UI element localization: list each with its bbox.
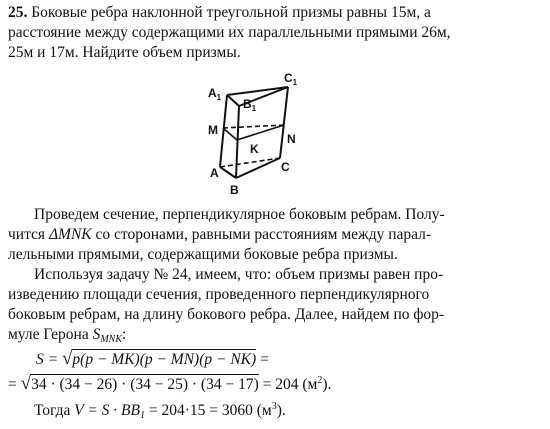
- label-a1: $A_1$: [208, 86, 222, 102]
- problem-text-3: 25м и 17м. Найдите объем призмы.: [8, 44, 241, 61]
- section-k-n: [237, 125, 284, 140]
- area-radicand: 34 · (34 − 26) · (34 − 25) · (34 − 17): [31, 376, 259, 393]
- section-m-k: [223, 128, 237, 140]
- prism-figure: [200, 70, 310, 198]
- problem-number: 25.: [8, 4, 28, 21]
- solution-p1-line-1: Проведем сечение, перпендикулярное боковым ребрам. Полу-: [34, 206, 445, 223]
- edge-b-b1: [236, 106, 239, 178]
- solution-p2-line-3: боковым ребрам, на длину бокового ребра. Далее, найдем по фор-: [8, 306, 445, 323]
- label-n: N: [287, 132, 296, 146]
- solution-p1-line-3: лельными прямыми, содержащими боковые ребра призмы.: [8, 246, 398, 263]
- formula-volume: Тогда $V = S \cdot BB_1 = 204\cdot 15 = 3060$ $(м^3)$.: [34, 401, 286, 421]
- sqrt-sign-2: √: [20, 373, 32, 394]
- sqrt-sign: √: [61, 348, 73, 369]
- solution-p2-line-1: Используя задачу № 24, имеем, что: объем призмы равен про-: [34, 266, 444, 283]
- edge-b-c: [236, 158, 280, 178]
- heron-radicand: p(p − MK)(p − MN)(p − NK): [72, 351, 257, 368]
- problem-text-2: расстояние между содержащими их параллельными прямыми 26м,: [8, 24, 451, 41]
- solution-p1-line-2: чится ΔMNK со сторонами, равными расстояниям между парал-: [8, 226, 432, 243]
- formula-heron: S = √p(p − MK)(p − MN)(p − NK) =: [36, 348, 269, 369]
- edge-a-b: [220, 167, 236, 178]
- edge-a1-b1: [227, 95, 239, 106]
- label-k: K: [250, 142, 259, 156]
- label-b1: $B_1$: [243, 97, 257, 113]
- edge-c-c1: [280, 87, 288, 158]
- formula-area: = √34 · (34 − 26) · (34 − 25) · (34 − 17) = 204 $(м^2)$.: [8, 373, 332, 394]
- solution-p2-line-4: муле Герона $S_{MNK}$:: [8, 326, 127, 345]
- problem-text-1: Боковые ребра наклонной треугольной призмы равны 15м, а: [31, 4, 431, 21]
- label-m: M: [208, 123, 218, 137]
- problem-line-1: [8, 4, 431, 22]
- label-a: A: [210, 166, 219, 180]
- label-b: B: [230, 183, 239, 197]
- solution-p2-line-2: изведению площади сечения, проведенного перпендикулярного: [8, 286, 430, 303]
- triangle-mnk: ΔMNK: [48, 226, 92, 243]
- label-c1: $C_1$: [284, 71, 298, 87]
- label-c: C: [281, 160, 290, 174]
